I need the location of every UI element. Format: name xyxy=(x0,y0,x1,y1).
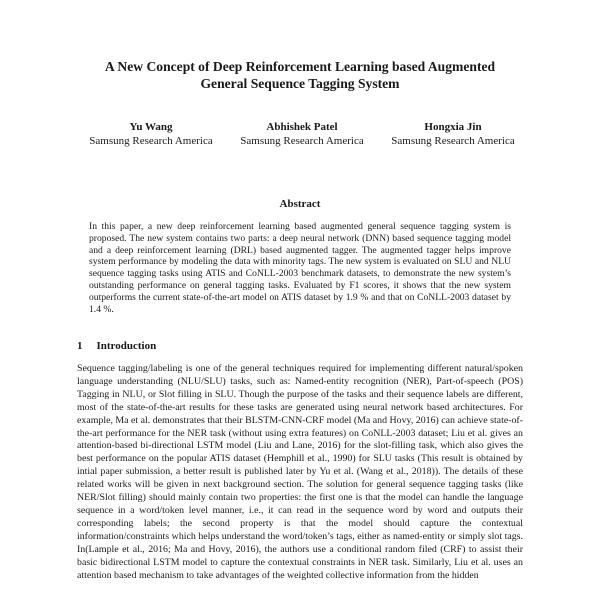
title-line-1: A New Concept of Deep Reinforcement Learning based Augmented xyxy=(104,59,496,74)
author-affiliation: Samsung Research America xyxy=(240,135,364,147)
abstract-text: In this paper, a new deep reinforcement learning based augmented general sequence tagging system is proposed. The new system contains two parts: a deep neural network (DNN) based sequence tagging model and a deep reinforcement learning (DRL) based augmented tagger. The augmented tagger helps improve system performance by modeling the data with minority tags. The new system is evaluated on SLU and NLU sequence tagging tasks using ATIS and CoNLL-2003 benchmark datasets, to demonstrate the new system’s outstanding performance on general tagging tasks. Evaluated by F1 scores, it shows that the new system outperforms the current state-of-the-art model on ATIS dataset by 1.9 % and that on CoNLL-2003 dataset by 1.4 %. xyxy=(89,221,511,315)
paper-title xyxy=(60,58,540,92)
author-block-1 xyxy=(71,120,231,148)
author-affiliation: Samsung Research America xyxy=(89,135,213,147)
author-block-3 xyxy=(373,120,533,148)
title-line-2: General Sequence Tagging System xyxy=(200,76,400,91)
author-name: Hongxia Jin xyxy=(424,121,482,133)
introduction-text: Sequence tagging/labeling is one of the general techniques required for implementing different natural/spoken language understanding (NLU/SLU) tasks, such as: Named-entity recognition (NER), Part-of-speech (POS) Tagging in NLU, or Slot filling in SLU. Though the purpose of the tasks and their sequence labels are different, most of the state-of-the-art results for these tasks are generated using neural network based architectures. For example, Ma et al. demonstrates that their BLSTM-CNN-CRF model (Ma and Hovy, 2016) can achieve state-of-the-art performance for the NER task (without using extra features) on CoNLL-2003 dataset; Liu et al. gives an attention-based bi-directional LSTM model (Liu and Lane, 2016) for the slot-filling task, which also gives the best performance on the popular ATIS dataset (Hemphill et al., 1990) for SLU tasks (This result is obtained by intial paper submission, a better result is published later by Yu et al. (Wang et al., 2018)). The details of these related works will be given in next background section. The solution for general sequence tagging tasks (like NER/Slot filling) should mainly contain two properties: the first one is that the model can handle the language sequence in a word/token level manner, i.e., it can read in the sequence word by word and outputs their corresponding labels; the second property is that the model should capture the contextual information/constraints which helps understand the word/token’s tags, either as named-entity or simply slot tags. In(Lample et al., 2016; Ma and Hovy, 2016), the authors use a conditional random filed (CRF) to assist their basic bidirectional LSTM model to capture the contextual constraints in NER task. Similarly, Liu et al. uses an attention based mechanism to take advantages of the weighted collective information from the hidden xyxy=(77,363,523,581)
author-name: Yu Wang xyxy=(129,121,173,133)
section-number: 1 xyxy=(77,340,83,352)
author-block-2 xyxy=(222,120,382,148)
abstract-heading: Abstract xyxy=(279,198,321,210)
author-affiliation: Samsung Research America xyxy=(391,135,515,147)
section-heading-introduction xyxy=(77,340,156,352)
section-title: Introduction xyxy=(96,340,157,352)
author-name: Abhishek Patel xyxy=(266,121,338,133)
